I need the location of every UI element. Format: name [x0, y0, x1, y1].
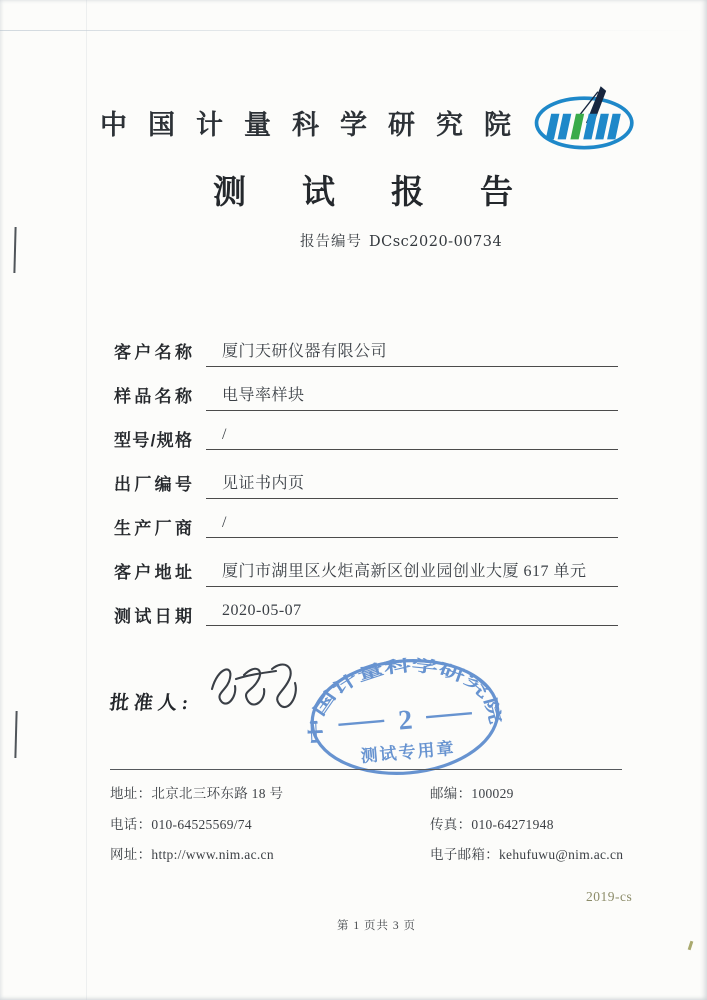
stamp-number: 2: [396, 704, 414, 737]
scan-edge-mark: [13, 227, 16, 273]
approver-signature-icon: [206, 655, 306, 727]
field-label: 样品名称: [114, 387, 192, 406]
field-label: 测试日期: [114, 607, 192, 626]
field-value: 厦门天研仪器有限公司: [206, 336, 618, 367]
zip-label: 邮编：: [430, 786, 472, 801]
address-value: 北京北三环东路 18 号: [151, 786, 284, 801]
scan-speck: [688, 941, 694, 950]
phone-label: 电话：: [110, 817, 152, 832]
doc-code: 2019-cs: [586, 889, 633, 904]
scan-edge-mark: [14, 711, 17, 758]
email-label: 电子邮箱：: [430, 847, 499, 862]
field-value: /: [206, 512, 618, 538]
fax-value: 010-64271948: [471, 817, 554, 832]
address-label: 地址：: [110, 786, 152, 801]
footer-email: [430, 843, 623, 863]
field-row-customer-name: [0, 338, 707, 378]
field-row-sample-name: [0, 382, 707, 422]
field-row-test-date: [0, 602, 707, 642]
footer-zip: [430, 782, 514, 802]
phone-value: 010-64525569/74: [151, 817, 252, 832]
field-value: 厦门市湖里区火炬高新区创业园创业大厦 617 单元: [206, 556, 618, 587]
zip-value: 100029: [471, 786, 514, 801]
field-label: 型号/规格: [114, 431, 192, 450]
report-number-label: 报告编号: [300, 234, 362, 250]
page-indicator: 第 1 页共 3 页: [337, 920, 416, 932]
test-seal-stamp-icon: [301, 645, 509, 790]
org-name: 中国计量科学研究院: [100, 110, 532, 140]
field-label: 客户名称: [114, 343, 192, 362]
nim-logo-icon: [531, 82, 641, 162]
report-number-value: DCsc2020-00734: [369, 234, 503, 250]
field-row-manufacturer: [0, 514, 707, 554]
footer-divider: [110, 769, 622, 770]
footer-address: [110, 782, 283, 802]
field-row-serial-number: [0, 470, 707, 510]
report-number-line: [300, 230, 502, 251]
footer-website: [110, 843, 274, 863]
fax-label: 传真：: [430, 817, 472, 832]
website-value: http://www.nim.ac.cn: [151, 847, 274, 862]
field-row-customer-address: [0, 558, 707, 598]
stamp-arc-text: 中国计量科学研究院: [308, 657, 501, 746]
scan-top-line: [0, 30, 707, 31]
report-title: 测试报告: [213, 173, 569, 210]
field-row-model-spec: [0, 426, 707, 466]
approver-label: 批准人:: [108, 693, 195, 714]
field-label: 生产厂商: [114, 519, 192, 538]
footer-fax: [430, 813, 554, 833]
email-value: kehufuwu@nim.ac.cn: [499, 847, 624, 862]
field-value: 电导率样块: [206, 380, 618, 411]
field-value: /: [206, 424, 618, 450]
stamp-bottom-text: 测试专用章: [359, 738, 457, 766]
field-value: 2020-05-07: [206, 600, 618, 626]
footer-phone: [110, 813, 252, 833]
website-label: 网址：: [110, 847, 152, 862]
field-label: 出厂编号: [114, 475, 192, 494]
field-value: 见证书内页: [206, 468, 618, 499]
field-label: 客户地址: [114, 563, 192, 582]
